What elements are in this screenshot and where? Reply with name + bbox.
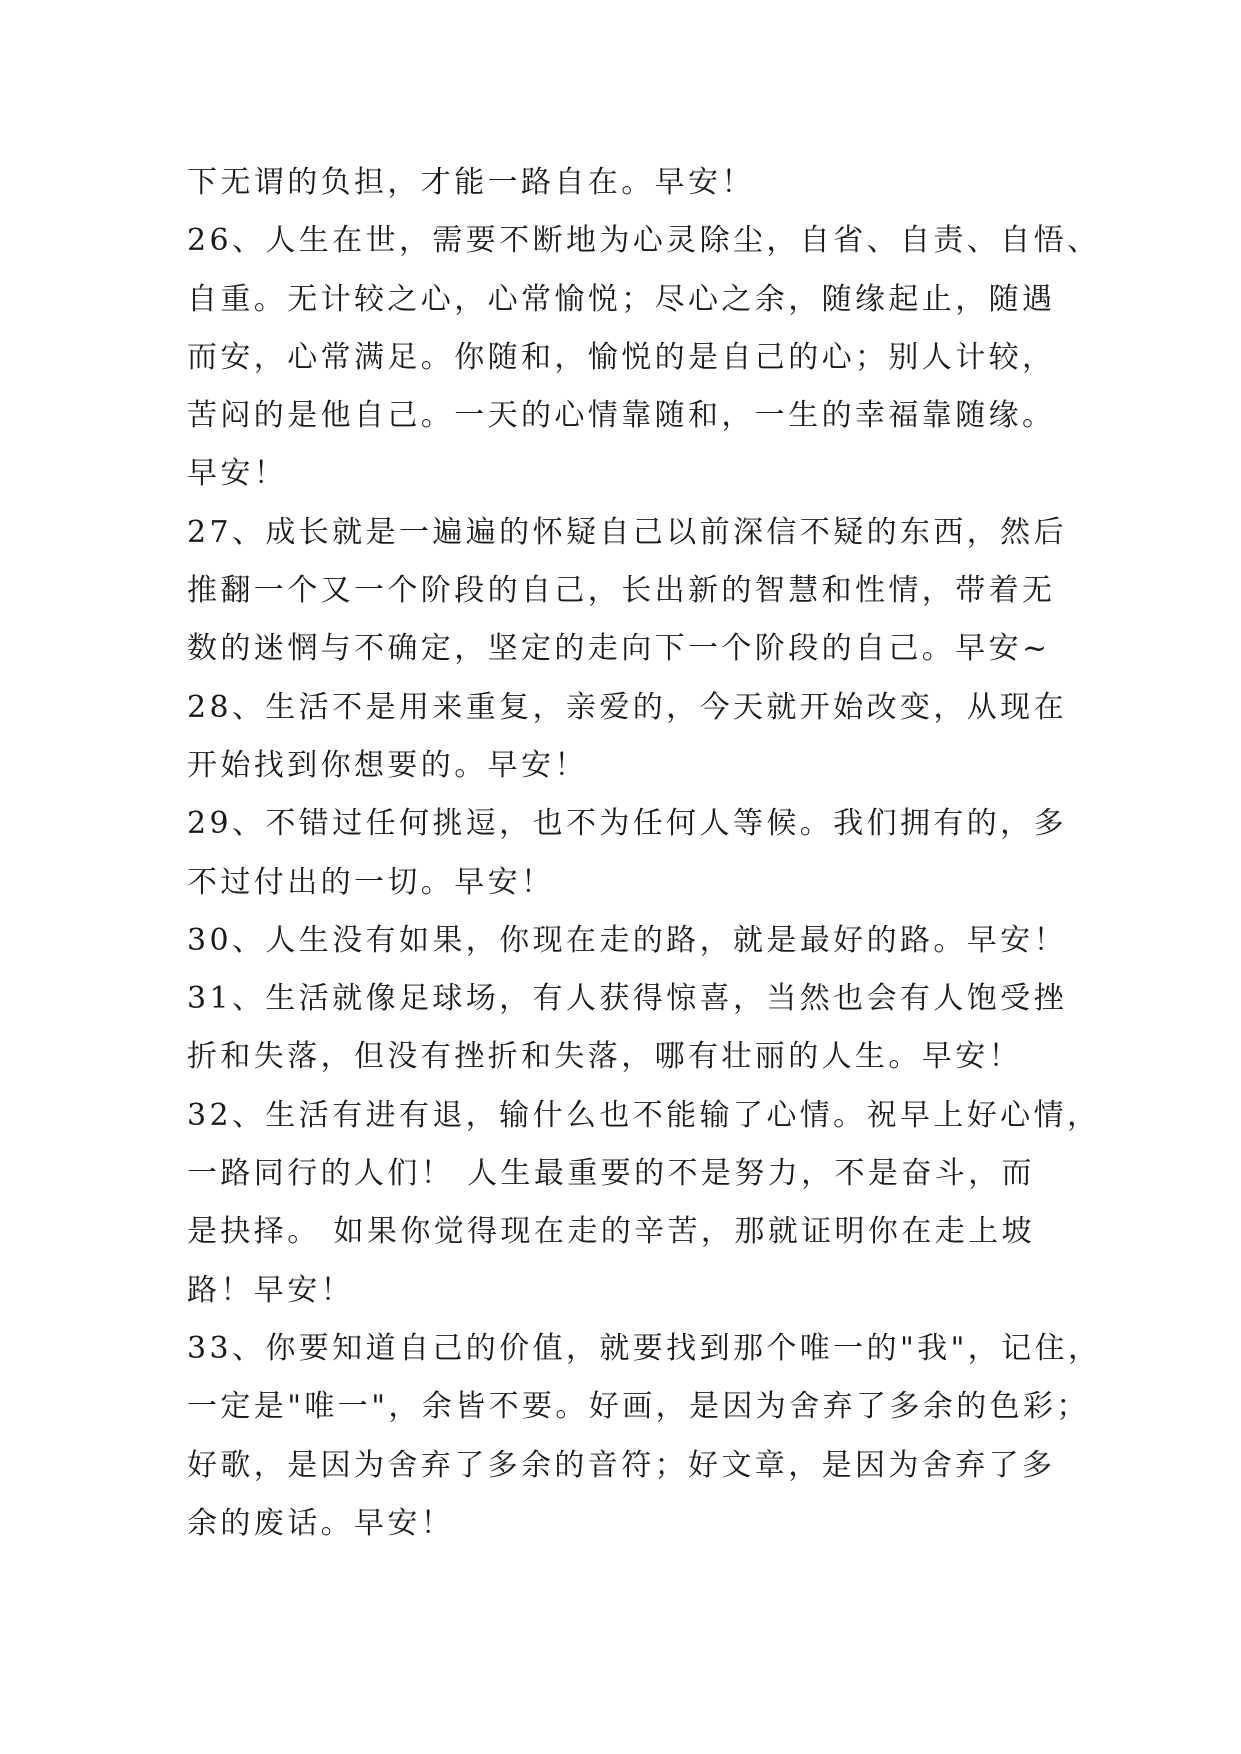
text-line: 路！早安！ [187,1272,354,1308]
text-line: 下无谓的负担，才能一路自在。早安！ [187,165,755,200]
text-line: 数的迷惘与不确定，坚定的走向下一个阶段的自己。早安~ [187,631,1051,667]
text-line: 苦闷的是他自己。一天的心情靠随和，一生的幸福靠随缘。 [187,398,1056,434]
text-line: 开始找到你想要的。早安！ [187,747,588,783]
text-line: 26、人生在世，需要不断地为心灵除尘，自省、自责、自悟、 [187,223,1101,259]
text-line: 余的废话。早安！ [187,1505,455,1541]
text-line: 一定是"唯一"，余皆不要。好画，是因为舍弃了多余的色彩； [187,1389,1090,1425]
text-line: 31、生活就像足球场，有人获得惊喜，当然也会有人饱受挫 [187,981,1067,1017]
text-line: 早安！ [187,456,288,492]
text-line: 而安，心常满足。你随和，愉悦的是自己的心；别人计较， [187,339,1056,375]
text-line: 是抉择。 如果你觉得现在走的辛苦，那就证明你在走上坡 [187,1214,1035,1250]
text-line: 不过付出的一切。早安！ [187,864,555,900]
text-line: 一路同行的人们！ 人生最重要的不是努力，不是奋斗，而 [187,1156,1035,1192]
text-line: 自重。无计较之心，心常愉悦；尽心之余，随缘起止，随遇 [187,281,1056,317]
text-line: 33、你要知道自己的价值，就要找到那个唯一的"我"，记住， [187,1330,1102,1366]
text-line: 27、成长就是一遍遍的怀疑自己以前深信不疑的东西，然后 [187,514,1067,550]
text-line: 28、生活不是用来重复，亲爱的，今天就开始改变，从现在 [187,689,1067,725]
text-line: 推翻一个又一个阶段的自己，长出新的智慧和性情，带着无 [187,573,1056,609]
text-line: 折和失落，但没有挫折和失落，哪有壮丽的人生。早安！ [187,1039,1022,1075]
body-text [187,154,1102,1553]
text-line: 29、不错过任何挑逗，也不为任何人等候。我们拥有的，多 [187,806,1067,842]
text-line: 好歌，是因为舍弃了多余的音符；好文章，是因为舍弃了多 [187,1447,1056,1483]
text-line: 32、生活有进有退，输什么也不能输了心情。祝早上好心情， [187,1097,1101,1133]
text-line: 30、人生没有如果，你现在走的路，就是最好的路。早安！ [187,922,1067,958]
